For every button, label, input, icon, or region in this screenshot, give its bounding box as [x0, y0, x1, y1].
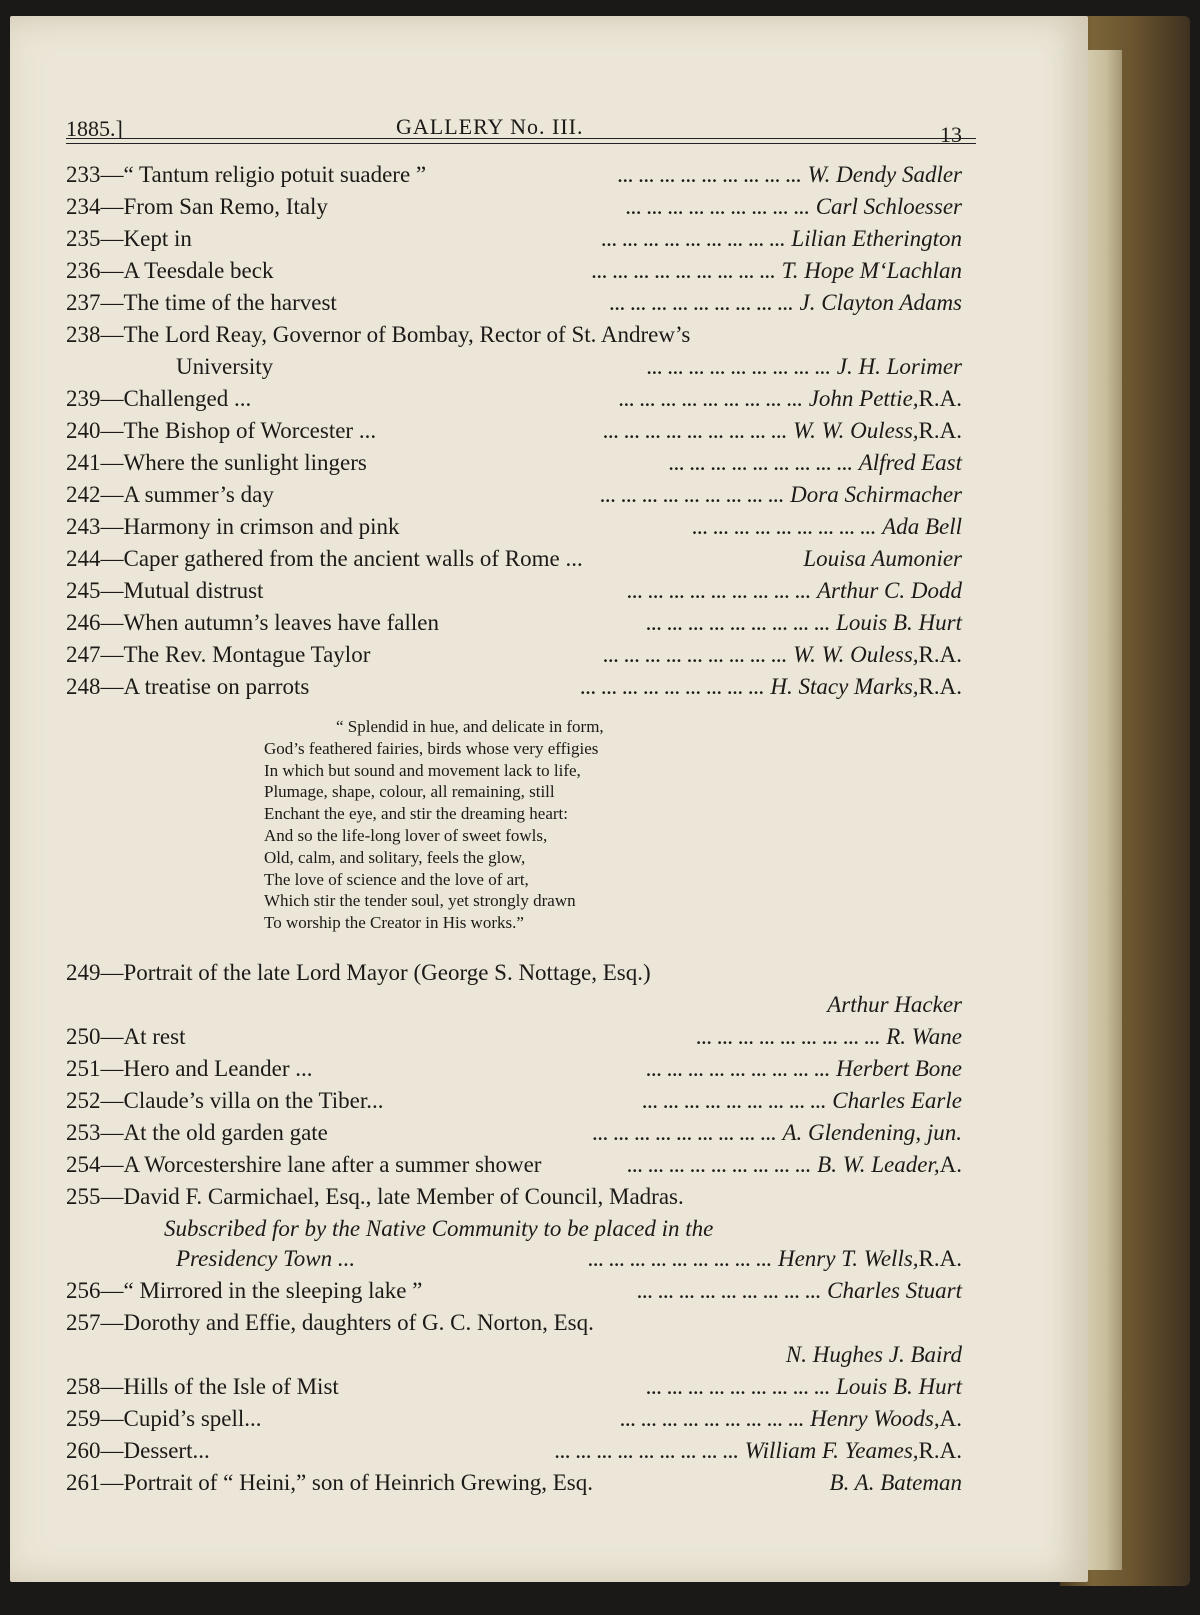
leader-dots: ... ... ... ... ... ... ... ... ... — [609, 295, 794, 314]
entry-240 — [66, 418, 962, 449]
entry-number: 248— — [66, 674, 124, 699]
entry-number: 258— — [66, 1374, 124, 1399]
entry-number: 243— — [66, 514, 124, 539]
entry-artist: B. A. Bateman — [829, 1470, 962, 1495]
leader-dots: ... ... ... ... ... ... ... ... ... — [554, 1443, 739, 1462]
entry-234 — [66, 194, 962, 225]
entry-artist: B. W. Leader, — [817, 1152, 940, 1177]
entry-title: The Lord Reay, Governor of Bombay, Rector of St. Andrew’s — [123, 322, 691, 347]
entry-title: Dessert... — [123, 1438, 210, 1463]
entry-artist: Louis B. Hurt — [836, 610, 962, 635]
entry-number: 249— — [66, 960, 124, 985]
entry-title: Claude’s villa on the Tiber... — [123, 1088, 384, 1113]
entry-note-continued: Presidency Town ... — [176, 1246, 356, 1271]
entry-artist: H. Stacy Marks, — [770, 674, 919, 699]
entry-number: 233— — [66, 162, 124, 187]
entry-number: 253— — [66, 1120, 124, 1145]
entry-253 — [66, 1120, 962, 1151]
leader-dots: ... ... ... ... ... ... ... ... ... — [646, 1379, 831, 1398]
entry-237 — [66, 290, 962, 321]
header-page-number: 13 — [940, 122, 962, 147]
entry-title: Challenged ... — [123, 386, 252, 411]
entry-243 — [66, 514, 962, 545]
entry-artist: J. H. Lorimer — [836, 354, 962, 379]
entry-artist: W. W. Ouless, — [793, 418, 919, 443]
entry-artist: Alfred East — [858, 450, 962, 475]
entry-title: At the old garden gate — [123, 1120, 328, 1145]
entry-246 — [66, 610, 962, 641]
entry-238-continued — [176, 354, 962, 385]
entry-number: 257— — [66, 1310, 124, 1335]
leader-dots: ... ... ... ... ... ... ... ... ... — [625, 199, 810, 218]
entry-258 — [66, 1374, 962, 1405]
entry-honour: R.A. — [918, 418, 962, 443]
entry-number: 245— — [66, 578, 124, 603]
entry-number: 242— — [66, 482, 124, 507]
entry-249-artist: Arthur Hacker — [827, 992, 962, 1017]
poem-line: God’s feathered fairies, birds whose very effigies — [264, 738, 599, 758]
entry-honour: R.A. — [918, 1246, 962, 1271]
entry-257 — [66, 1310, 962, 1341]
entry-title: The Bishop of Worcester ... — [123, 418, 377, 443]
entry-235 — [66, 226, 962, 257]
leader-dots: ... ... ... ... ... ... ... ... ... — [601, 231, 786, 250]
entry-title: When autumn’s leaves have fallen — [123, 610, 439, 635]
entry-artist: Carl Schloesser — [815, 194, 962, 219]
entry-255-note-continued — [176, 1246, 962, 1277]
entry-239 — [66, 386, 962, 417]
entry-244 — [66, 546, 962, 577]
poem-line: And so the life-long lover of sweet fowls, — [264, 825, 548, 845]
page-stack-edge — [1082, 50, 1122, 1570]
entry-artist: J. Clayton Adams — [799, 290, 962, 315]
entry-248 — [66, 674, 962, 705]
entry-artist: W. W. Ouless, — [793, 642, 919, 667]
entry-title: Where the sunlight lingers — [123, 450, 367, 475]
leader-dots: ... ... ... ... ... ... ... ... ... — [600, 487, 785, 506]
entry-241 — [66, 450, 962, 481]
entry-242 — [66, 482, 962, 513]
entry-honour: R.A. — [918, 674, 962, 699]
entry-honour: R.A. — [918, 642, 962, 667]
page-header — [66, 102, 966, 147]
entry-title: A summer’s day — [123, 482, 274, 507]
leader-dots: ... ... ... ... ... ... ... ... ... — [603, 647, 788, 666]
entry-title: Kept in — [123, 226, 192, 251]
leader-dots: ... ... ... ... ... ... ... ... ... — [592, 1125, 777, 1144]
entry-artist: Herbert Bone — [836, 1056, 962, 1081]
entry-number: 239— — [66, 386, 124, 411]
entry-artist: Henry T. Wells, — [777, 1246, 919, 1271]
entry-artist: John Pettie, — [808, 386, 919, 411]
leader-dots: ... ... ... ... ... ... ... ... ... — [603, 423, 788, 442]
entry-honour: R.A. — [918, 1438, 962, 1463]
leader-dots: ... ... ... ... ... ... ... ... ... — [618, 391, 803, 410]
poem-line: Enchant the eye, and stir the dreaming heart: — [264, 804, 568, 824]
entry-artist: William F. Yeames, — [744, 1438, 919, 1463]
leader-dots: ... ... ... ... ... ... ... ... ... — [668, 455, 853, 474]
entry-artist: Arthur C. Dodd — [816, 578, 962, 603]
entry-number: 244— — [66, 546, 124, 571]
entry-number: 251— — [66, 1056, 124, 1081]
entry-number: 234— — [66, 194, 124, 219]
entry-260 — [66, 1438, 962, 1469]
entry-250 — [66, 1024, 962, 1055]
entry-artist: Ada Bell — [882, 514, 962, 539]
leader-dots: ... ... ... ... ... ... ... ... ... — [646, 615, 831, 634]
entry-artist: Charles Earle — [832, 1088, 962, 1113]
leader-dots: ... ... ... ... ... ... ... ... ... — [627, 1157, 812, 1176]
entry-note: Subscribed for by the Native Community to be placed in the — [164, 1216, 714, 1241]
entry-title: Hero and Leander ... — [123, 1056, 313, 1081]
poem-line: Old, calm, and solitary, feels the glow, — [264, 847, 526, 867]
entry-artist: Henry Woods, — [810, 1406, 940, 1431]
entry-245 — [66, 578, 962, 609]
leader-dots: ... ... ... ... ... ... ... ... ... — [580, 679, 765, 698]
header-year: 1885.] — [66, 116, 123, 141]
leader-dots: ... ... ... ... ... ... ... ... ... — [696, 1029, 881, 1048]
entry-title: David F. Carmichael, Esq., late Member of Council, Madras. — [123, 1184, 684, 1209]
entry-title: Harmony in crimson and pink — [123, 514, 400, 539]
entry-252 — [66, 1088, 962, 1119]
entry-artist: T. Hope M‘Lachlan — [781, 258, 962, 283]
entry-238 — [66, 322, 962, 353]
entry-title: Portrait of “ Heini,” son of Heinrich Grewing, Esq. — [123, 1470, 593, 1495]
entry-title: “ Tantum religio potuit suadere ” — [123, 162, 427, 187]
entry-261 — [66, 1470, 962, 1501]
entry-honour: A. — [939, 1406, 962, 1431]
entry-title: At rest — [123, 1024, 186, 1049]
entry-255 — [66, 1184, 962, 1215]
entry-number: 247— — [66, 642, 124, 667]
leader-dots: ... ... ... ... ... ... ... ... ... — [637, 1283, 822, 1302]
entry-254 — [66, 1152, 962, 1183]
poem-line: In which but sound and movement lack to life, — [264, 760, 581, 780]
entry-title: A Worcestershire lane after a summer shower — [123, 1152, 542, 1177]
entry-number: 252— — [66, 1088, 124, 1113]
entry-title: Caper gathered from the ancient walls of Rome ... — [123, 546, 583, 571]
entry-257-artist: N. Hughes J. Baird — [785, 1342, 962, 1367]
leader-dots: ... ... ... ... ... ... ... ... ... — [620, 1411, 805, 1430]
entry-number: 254— — [66, 1152, 124, 1177]
entry-249 — [66, 960, 962, 991]
entry-236 — [66, 258, 962, 289]
entry-title: A treatise on parrots — [123, 674, 310, 699]
header-title: GALLERY No. III. — [396, 114, 584, 139]
leader-dots: ... ... ... ... ... ... ... ... ... — [692, 519, 877, 538]
entry-artist: Louis B. Hurt — [836, 1374, 962, 1399]
entry-title: Dorothy and Effie, daughters of G. C. Norton, Esq. — [123, 1310, 594, 1335]
entry-artist: Charles Stuart — [827, 1278, 962, 1303]
entry-title: Portrait of the late Lord Mayor (George S. Nottage, Esq.) — [123, 960, 651, 985]
entry-number: 261— — [66, 1470, 124, 1495]
poem-line: “ Splendid in hue, and delicate in form, — [336, 717, 604, 736]
header-rule-bottom — [66, 143, 976, 144]
entry-233 — [66, 162, 962, 193]
leader-dots: ... ... ... ... ... ... ... ... ... — [647, 359, 831, 378]
entry-number: 241— — [66, 450, 124, 475]
entry-259 — [66, 1406, 962, 1437]
entry-number: 256— — [66, 1278, 124, 1303]
entry-title: Hills of the Isle of Mist — [123, 1374, 339, 1399]
header-rule-top — [66, 138, 976, 139]
entry-number: 260— — [66, 1438, 124, 1463]
entry-number: 238— — [66, 322, 124, 347]
entry-number: 235— — [66, 226, 124, 251]
entry-title-continued: University — [176, 354, 274, 379]
entry-title: The Rev. Montague Taylor — [123, 642, 371, 667]
entry-256 — [66, 1278, 962, 1309]
entry-number: 259— — [66, 1406, 124, 1431]
entry-title: Mutual distrust — [123, 578, 264, 603]
leader-dots: ... ... ... ... ... ... ... ... ... — [642, 1093, 827, 1112]
entry-title: “ Mirrored in the sleeping lake ” — [123, 1278, 423, 1303]
entry-artist: Dora Schirmacher — [790, 482, 962, 507]
catalogue-page — [10, 16, 1088, 1582]
poem-line: Which stir the tender soul, yet strongly drawn — [264, 891, 576, 911]
leader-dots: ... ... ... ... ... ... ... ... ... — [627, 583, 811, 602]
entry-honour: A. — [939, 1152, 962, 1177]
entry-251 — [66, 1056, 962, 1087]
poem-quotation — [264, 716, 764, 934]
entry-artist: R. Wane — [886, 1024, 962, 1049]
leader-dots: ... ... ... ... ... ... ... ... ... — [617, 167, 802, 186]
poem-line: The love of science and the love of art, — [264, 869, 529, 889]
leader-dots: ... ... ... ... ... ... ... ... ... — [588, 1251, 772, 1270]
entry-255-note — [164, 1216, 964, 1247]
entry-title: Cupid’s spell... — [123, 1406, 262, 1431]
entry-number: 236— — [66, 258, 124, 283]
entry-artist: Lilian Etherington — [791, 226, 962, 251]
leader-dots: ... ... ... ... ... ... ... ... ... — [591, 263, 776, 282]
entry-artist: Louisa Aumonier — [803, 546, 962, 571]
entry-247 — [66, 642, 962, 673]
poem-line: To worship the Creator in His works.” — [264, 913, 524, 933]
entry-number: 250— — [66, 1024, 124, 1049]
entry-honour: R.A. — [918, 386, 962, 411]
entry-artist: A. Glendening, jun. — [782, 1120, 962, 1145]
entry-number: 246— — [66, 610, 124, 635]
entry-title: From San Remo, Italy — [123, 194, 328, 219]
entry-title: The time of the harvest — [123, 290, 337, 315]
leader-dots: ... ... ... ... ... ... ... ... ... — [646, 1061, 831, 1080]
entry-number: 237— — [66, 290, 124, 315]
entry-number: 255— — [66, 1184, 124, 1209]
poem-line: Plumage, shape, colour, all remaining, still — [264, 782, 555, 802]
entry-number: 240— — [66, 418, 124, 443]
entry-artist: W. Dendy Sadler — [807, 162, 962, 187]
entry-title: A Teesdale beck — [123, 258, 274, 283]
